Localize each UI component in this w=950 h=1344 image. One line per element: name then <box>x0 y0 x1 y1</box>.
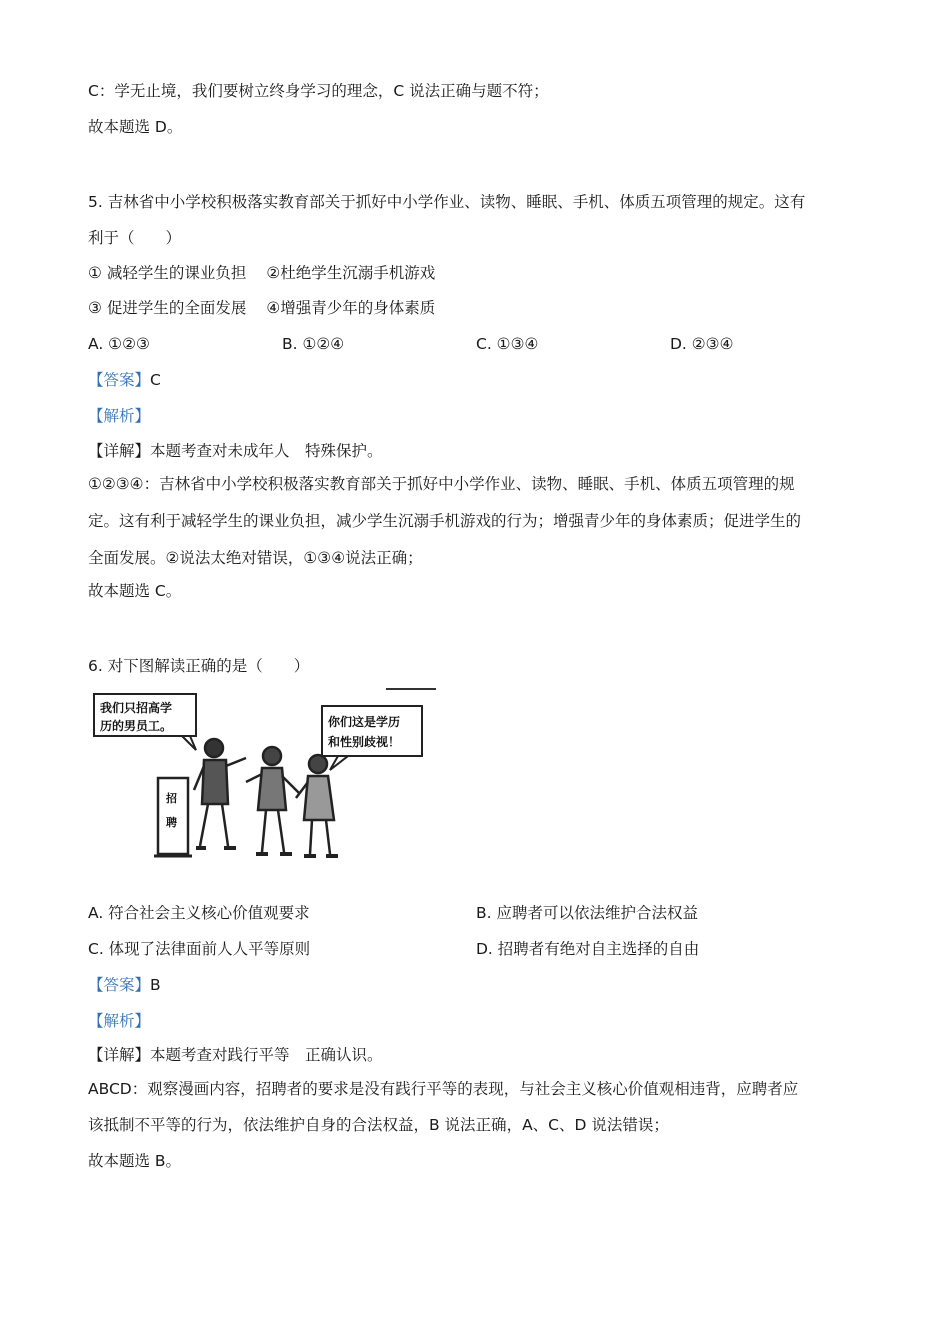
q6-answer <box>88 975 161 995</box>
bubble-left-text-2: 历的男员工。 <box>100 719 173 733</box>
q6-stem: 6. 对下图解读正确的是（ ） <box>88 657 310 675</box>
q6-detail <box>88 1045 383 1065</box>
q5-statements-row-2 <box>88 298 435 318</box>
q5-explanation-line-1: ①②③④：吉林省中小学校积极落实教育部关于抓好中小学作业、读物、睡眠、手机、体质五项管理的规 <box>88 475 795 493</box>
sign-char-1: 招 <box>166 792 177 805</box>
q5-statement-2: ②杜绝学生沉溺手机游戏 <box>266 264 436 282</box>
q5-analysis-tag: 【解析】 <box>88 407 151 425</box>
q5-detail-tag: 【详解】 <box>88 442 151 460</box>
q6-answer-value: B <box>150 976 161 994</box>
prev-conclusion: 故本题选 D。 <box>88 118 183 136</box>
q5-detail <box>88 441 383 461</box>
bubble-left-text-1: 我们只招高学 <box>100 701 173 715</box>
q5-option-b[interactable]: B. ①②④ <box>282 335 345 353</box>
applicant-figure-middle <box>246 747 300 854</box>
bubble-right-text-2: 和性别歧视！ <box>328 735 401 749</box>
recruitment-cartoon <box>86 686 438 862</box>
q5-statement-1: ① 减轻学生的课业负担 <box>88 264 247 282</box>
q5-statements-row-1 <box>88 263 435 283</box>
prev-option-c-explanation: C：学无止境，我们要树立终身学习的理念，C 说法正确与题不符； <box>88 82 549 100</box>
q6-detail-tag: 【详解】 <box>88 1046 151 1064</box>
q6-answer-tag: 【答案】 <box>88 976 151 994</box>
q5-explanation-line-2: 定。这有利于减轻学生的课业负担，减少学生沉溺手机游戏的行为；增强青少年的身体素质；促进学生的 <box>88 512 802 530</box>
q5-option-d[interactable]: D. ②③④ <box>670 335 734 353</box>
bubble-right-text-1: 你们这是学历 <box>328 715 401 729</box>
q5-answer <box>88 370 161 390</box>
q5-option-a[interactable]: A. ①②③ <box>88 335 150 353</box>
q5-statement-3: ③ 促进学生的全面发展 <box>88 299 247 317</box>
speech-bubble-left <box>94 694 196 750</box>
q6-conclusion: 故本题选 B。 <box>88 1152 182 1170</box>
q6-analysis-tag: 【解析】 <box>88 1012 151 1030</box>
q5-answer-value: C <box>150 371 161 389</box>
q5-answer-tag: 【答案】 <box>88 371 151 389</box>
q6-option-b[interactable]: B. 应聘者可以依法维护合法权益 <box>476 904 698 922</box>
recruitment-sign <box>154 778 192 856</box>
q5-explanation-line-3: 全面发展。②说法太绝对错误，①③④说法正确； <box>88 549 423 567</box>
q5-stem-line-2: 利于（ ） <box>88 229 182 247</box>
q6-detail-text: 本题考查对践行平等 正确认识。 <box>150 1046 383 1064</box>
q6-explanation-line-2: 该抵制不平等的行为，依法维护自身的合法权益，B 说法正确，A、C、D 说法错误； <box>88 1116 669 1134</box>
q5-statement-4: ④增强青少年的身体素质 <box>266 299 436 317</box>
q6-option-c[interactable]: C. 体现了法律面前人人平等原则 <box>88 940 311 958</box>
speech-bubble-right <box>322 706 422 770</box>
q5-option-c[interactable]: C. ①③④ <box>476 335 539 353</box>
q5-stem-line-1: 5. 吉林省中小学校积极落实教育部关于抓好中小学作业、读物、睡眠、手机、体质五项管理的规定。这有 <box>88 193 806 211</box>
q6-option-a[interactable]: A. 符合社会主义核心价值观要求 <box>88 904 310 922</box>
recruiter-figure <box>194 739 246 848</box>
q5-detail-text: 本题考查对未成年人 特殊保护。 <box>150 442 383 460</box>
q6-option-d[interactable]: D. 招聘者有绝对自主选择的自由 <box>476 940 700 958</box>
sign-char-2: 聘 <box>166 816 177 829</box>
q6-explanation-line-1: ABCD：观察漫画内容，招聘者的要求是没有践行平等的表现，与社会主义核心价值观相违背，应聘者应 <box>88 1080 799 1098</box>
q5-conclusion: 故本题选 C。 <box>88 582 182 600</box>
applicant-figure-right <box>296 755 338 856</box>
